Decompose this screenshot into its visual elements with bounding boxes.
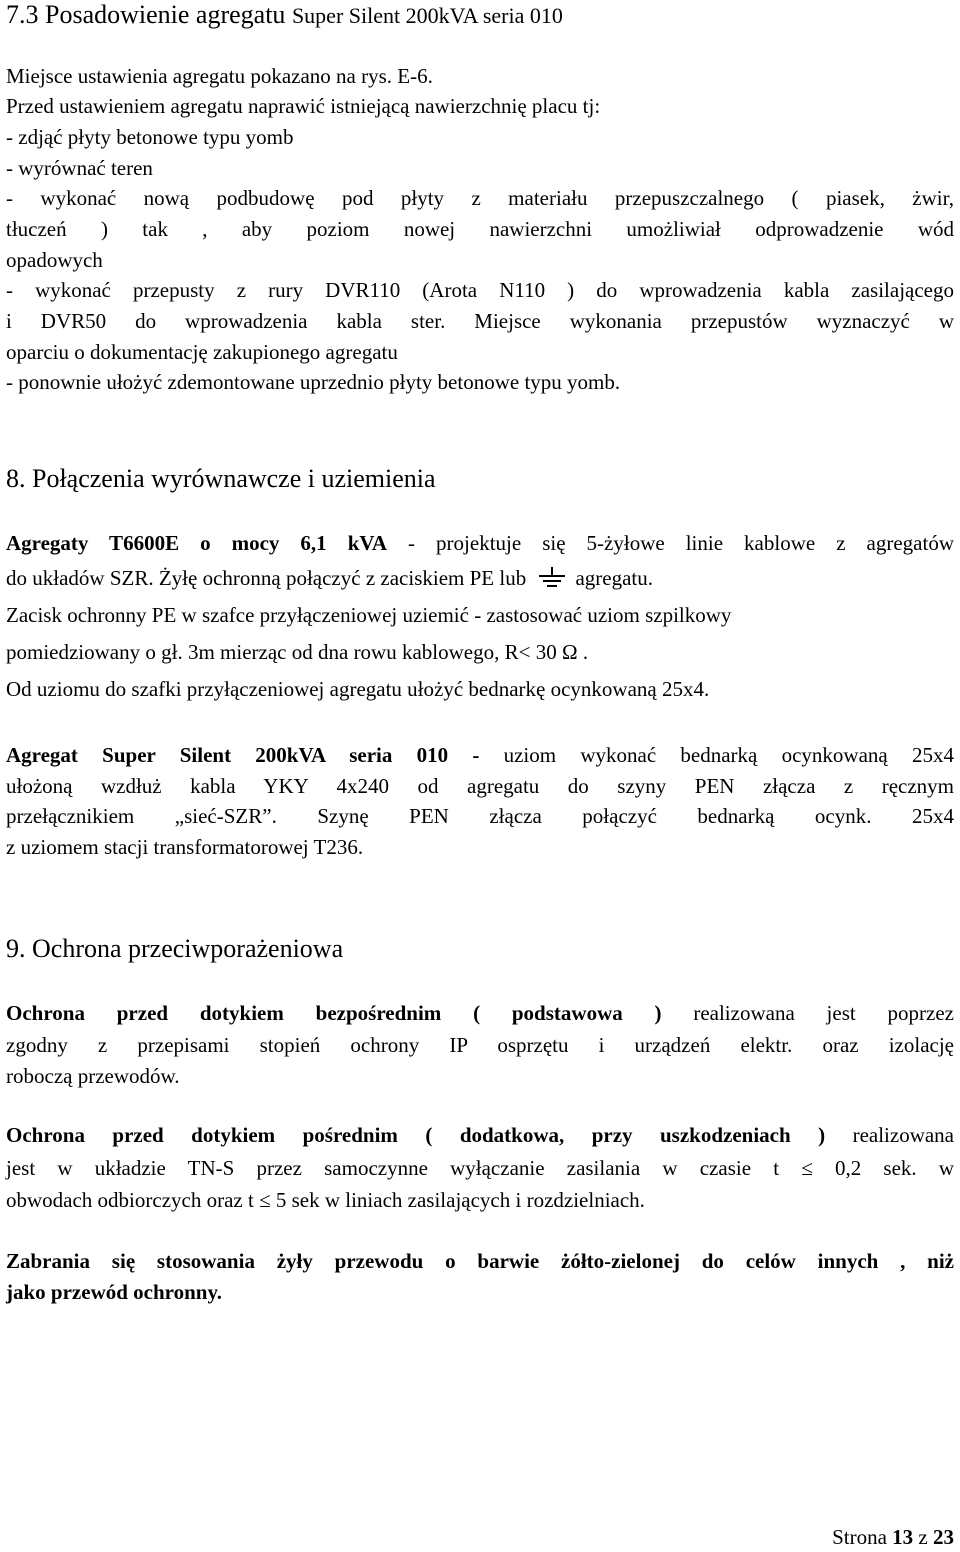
text-line: - wyrównać teren bbox=[6, 156, 153, 180]
text-line: - wykonać przepusty z rury DVR110 (Arota N110 ) do wprowadzenia kabla zasilającego bbox=[6, 278, 954, 302]
paragraph-line: roboczą przewodów. bbox=[6, 1064, 180, 1088]
warning-line: jako przewód ochronny. bbox=[6, 1280, 223, 1304]
text-line: - ponownie ułożyć zdemontowane uprzednio płyty betonowe typu yomb. bbox=[6, 370, 621, 394]
text-line: tłuczeń ) tak , aby poziom nowej nawierzchni umożliwiał odprowadzenie wód bbox=[6, 217, 954, 241]
section-7-3-heading: 7.3 Posadowienie agregatu Super Silent 200kVA seria 010 bbox=[6, 0, 563, 29]
paragraph-line: Agregat Super Silent 200kVA seria 010 - uziom wykonać bednarką ocynkowaną 25x4 bbox=[6, 743, 954, 767]
paragraph-line: zgodny z przepisami stopień ochrony IP osprzętu i urządzeń elektr. oraz izolację bbox=[6, 1033, 954, 1057]
text-line: Miejsce ustawienia agregatu pokazano na rys. E-6. bbox=[6, 64, 433, 88]
paragraph-line: pomiedziowany o gł. 3m mierząc od dna rowu kablowego, R< 30 Ω . bbox=[6, 640, 589, 664]
paragraph-line: Zacisk ochronny PE w szafce przyłączeniowej uziemić - zastosować uziom szpilkowy bbox=[6, 603, 732, 627]
paragraph-line: ułożoną wzdłuż kabla YKY 4x240 od agregatu do szyny PEN złącza z ręcznym bbox=[6, 774, 954, 798]
ground-symbol-icon bbox=[537, 567, 567, 589]
text-line: oparciu o dokumentację zakupionego agregatu bbox=[6, 340, 398, 364]
section-9-heading: 9. Ochrona przeciwporażeniowa bbox=[6, 934, 344, 963]
paragraph-line: Agregaty T6600E o mocy 6,1 kVA - projektuje się 5-żyłowe linie kablowe z agregatów bbox=[6, 531, 954, 555]
paragraph-line: obwodach odbiorczych oraz t ≤ 5 sek w liniach zasilających i rozdzielniach. bbox=[6, 1188, 645, 1212]
paragraph-line: Ochrona przed dotykiem bezpośrednim ( podstawowa ) realizowana jest poprzez bbox=[6, 1001, 954, 1025]
page-footer: Strona 13 z 23 bbox=[832, 1525, 954, 1549]
paragraph-line: Od uziomu do szafki przyłączeniowej agregatu ułożyć bednarkę ocynkowaną 25x4. bbox=[6, 677, 710, 701]
paragraph-line: z uziomem stacji transformatorowej T236. bbox=[6, 835, 364, 859]
paragraph-line: do układów SZR. Żyłę ochronną połączyć z zaciskiem PE lub agregatu. bbox=[6, 566, 653, 590]
text-line: opadowych bbox=[6, 248, 103, 272]
text-line: - wykonać nową podbudowę pod płyty z materiału przepuszczalnego ( piasek, żwir, bbox=[6, 186, 954, 210]
text-line: i DVR50 do wprowadzenia kabla ster. Miejsce wykonania przepustów wyznaczyć w bbox=[6, 309, 954, 333]
section-8-heading: 8. Połączenia wyrównawcze i uziemienia bbox=[6, 464, 436, 493]
paragraph-line: Ochrona przed dotykiem pośrednim ( dodatkowa, przy uszkodzeniach ) realizowana bbox=[6, 1123, 955, 1147]
warning-line: Zabrania się stosowania żyły przewodu o barwie żółto-zielonej do celów innych , niż bbox=[6, 1249, 954, 1273]
text-line: Przed ustawieniem agregatu naprawić istniejącą nawierzchnię placu tj: bbox=[6, 94, 601, 118]
paragraph-line: jest w układzie TN-S przez samoczynne wyłączanie zasilania w czasie t ≤ 0,2 sek. w bbox=[6, 1156, 954, 1180]
text-line: - zdjąć płyty betonowe typu yomb bbox=[6, 125, 294, 149]
paragraph-line: przełącznikiem „sieć-SZR”. Szynę PEN złącza połączyć bednarką ocynk. 25x4 bbox=[6, 804, 954, 828]
